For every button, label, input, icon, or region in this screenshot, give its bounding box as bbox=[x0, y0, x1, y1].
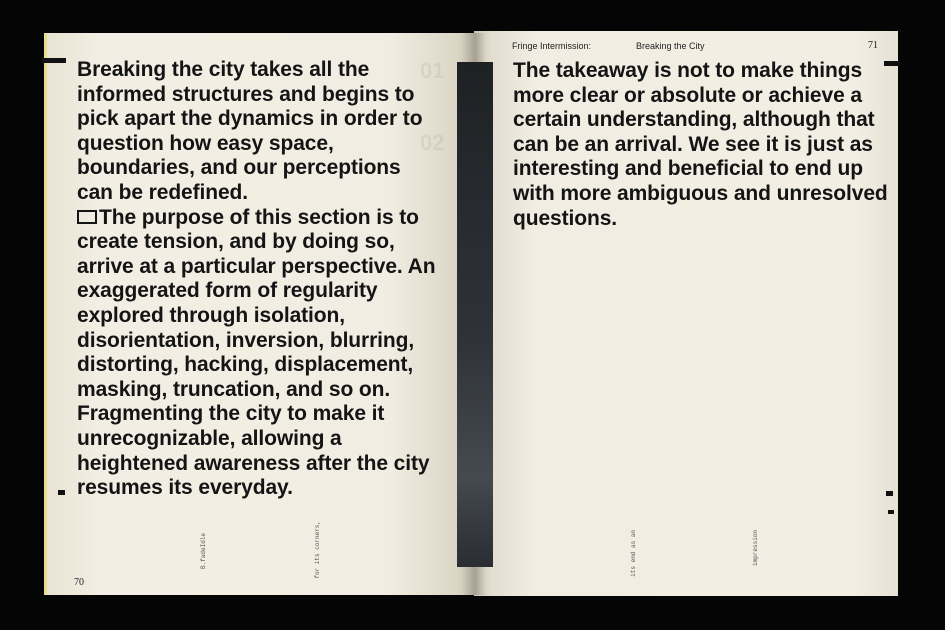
left-paragraph-2: The purpose of this section is to create tension, and by doing so, arrive at a particular perspective. An exaggerated form of regularity explored through isolation, disorientation, inversion, blurring, distorting, hacking, displacement, masking, truncation, and so on. Fragmenting the city to make it unrecognizable, allowing a heightened awareness after the city resumes its everyday. bbox=[77, 205, 436, 500]
show-through-mark: 02 bbox=[420, 130, 445, 155]
edge-tab-marker bbox=[58, 490, 65, 495]
running-header-title: Breaking the City bbox=[636, 41, 705, 51]
page-number-right: 71 bbox=[868, 40, 878, 51]
edge-tab-marker bbox=[42, 58, 66, 63]
margin-note: B.fadeIdle bbox=[200, 533, 207, 570]
paragraph-box-icon bbox=[77, 210, 97, 224]
page-number-left: 70 bbox=[74, 577, 84, 588]
edge-tab-marker bbox=[884, 61, 900, 66]
left-body-text bbox=[77, 58, 437, 501]
running-header-section: Fringe Intermission: bbox=[512, 41, 592, 51]
dark-vertical-bar bbox=[457, 62, 493, 567]
margin-note: for its corners, bbox=[314, 521, 321, 579]
left-paragraph-1: Breaking the city takes all the informed structures and begins to pick apart the dynamics in order to question how easy space, boundaries, and our perceptions can be redefined. bbox=[77, 58, 423, 204]
edge-tab-marker bbox=[886, 491, 893, 496]
edge-tab-marker bbox=[888, 510, 894, 514]
right-body-text: The takeaway is not to make things more clear or absolute or achieve a certain understanding, although that can be an arrival. We see it is just as interesting and beneficial to end up with more ambiguous and unresolved questions. bbox=[513, 59, 888, 230]
margin-note: its end as an bbox=[630, 530, 637, 577]
show-through-mark: 01 bbox=[420, 58, 445, 83]
margin-note: impression bbox=[752, 530, 759, 567]
